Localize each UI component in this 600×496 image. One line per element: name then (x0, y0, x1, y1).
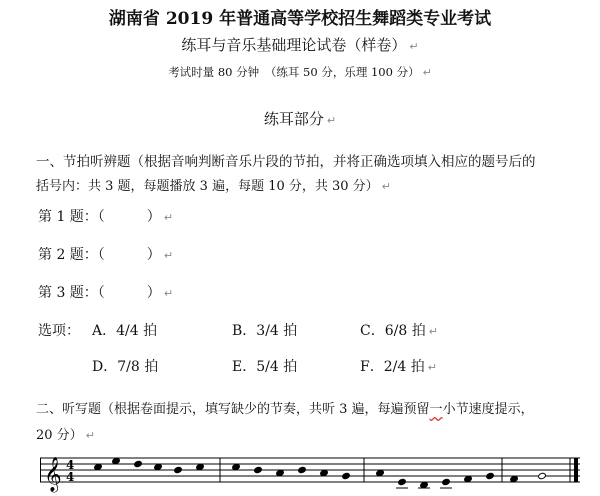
return-mark-icon: ↵ (422, 66, 432, 79)
staff-notes (94, 457, 547, 488)
exam-duration-text: 考试时量 80 分钟 （练耳 50 分，乐理 100 分） (168, 65, 420, 79)
answer-item-3-text: 第 3 题：（ ） (38, 285, 161, 301)
note-head (134, 460, 143, 467)
note-head (254, 466, 263, 473)
answer-item-2 (38, 244, 173, 264)
return-mark-icon: ↵ (163, 249, 174, 262)
note-head (486, 472, 495, 479)
time-signature-top: 4 (66, 458, 75, 472)
return-mark-icon: ↵ (163, 287, 174, 300)
return-mark-icon: ↵ (163, 211, 174, 224)
question-2-heading-after: 小节速度提示， (442, 402, 534, 417)
options-label: 选项： (38, 323, 80, 339)
question-2-points-text: 20 分） (36, 428, 83, 443)
question-2-heading-before: 二、听写题（根据卷面提示，填写缺少的节奏，共听 3 遍，每遍预留 (36, 402, 430, 417)
return-mark-icon: ↵ (326, 114, 337, 127)
option-f-text: F．2/4 拍 (360, 359, 425, 375)
return-mark-icon: ↵ (381, 180, 391, 193)
exam-duration (0, 64, 600, 80)
note-head (342, 472, 351, 479)
music-staff (40, 446, 580, 496)
answer-item-2-text: 第 2 题：（ ） (38, 247, 161, 263)
question-2-heading-squig: 一 (429, 402, 443, 417)
return-mark-icon: ↵ (427, 361, 437, 374)
option-f (360, 356, 437, 376)
option-a: A．4/4 拍 (92, 323, 158, 339)
final-barline-thick (574, 458, 578, 482)
question-2-points (36, 424, 95, 443)
question-2-heading (36, 398, 534, 417)
option-e: E．5/4 拍 (232, 359, 298, 375)
answer-item-1-text: 第 1 题：（ ） (38, 209, 161, 225)
option-c-text: C．6/8 拍 (360, 323, 426, 339)
section-title (0, 108, 600, 129)
question-1-instructions (36, 175, 391, 194)
answer-item-1 (38, 206, 173, 226)
question-1-heading: 一、节拍听辨题（根据音响判断音乐片段的节拍，并将正确选项填入相应的题号后的 (36, 154, 536, 170)
exam-subtitle (0, 34, 600, 55)
return-mark-icon: ↵ (85, 429, 95, 442)
note-head (174, 466, 183, 473)
option-c (360, 320, 438, 340)
return-mark-icon: ↵ (428, 325, 438, 338)
question-1-instructions-text: 括号内：共 3 题，每题播放 3 遍，每题 10 分，共 30 分） (36, 179, 379, 194)
option-d: D．7/8 拍 (92, 359, 159, 375)
option-b: B．3/4 拍 (232, 323, 298, 339)
exam-subtitle-text: 练耳与音乐基础理论试卷（样卷） (181, 36, 407, 54)
note-head (538, 472, 547, 479)
note-head (442, 478, 451, 485)
answer-item-3 (38, 282, 173, 302)
return-mark-icon: ↵ (409, 40, 419, 53)
note-head (298, 466, 307, 473)
treble-clef-icon: 𝄞 (44, 457, 62, 492)
time-signature-bottom: 4 (66, 470, 75, 484)
note-head (398, 478, 407, 485)
section-title-text: 练耳部分 (263, 110, 324, 128)
exam-title: 湖南省 2019 年普通高等学校招生舞蹈类专业考试 (108, 9, 492, 29)
